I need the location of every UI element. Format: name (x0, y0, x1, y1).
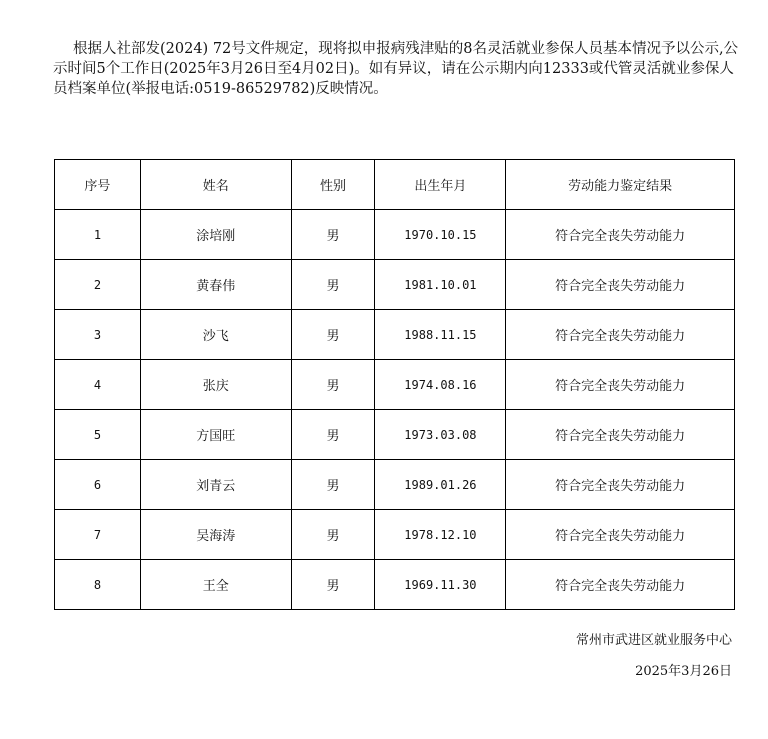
cell-name: 王全 (140, 560, 291, 610)
cell-index: 2 (55, 260, 141, 310)
table-row (55, 310, 735, 360)
cell-assessment-result: 符合完全丧失劳动能力 (506, 210, 735, 260)
cell-name: 方国旺 (140, 410, 291, 460)
cell-index: 7 (55, 510, 141, 560)
table-header-row (55, 160, 735, 210)
cell-gender: 男 (291, 260, 375, 310)
cell-index: 8 (55, 560, 141, 610)
table-row (55, 460, 735, 510)
cell-name: 刘青云 (140, 460, 291, 510)
cell-gender: 男 (291, 410, 375, 460)
cell-assessment-result: 符合完全丧失劳动能力 (506, 310, 735, 360)
issue-date: 2025年3月26日 (635, 664, 732, 679)
header-birthdate: 出生年月 (375, 160, 506, 210)
cell-name: 黄春伟 (140, 260, 291, 310)
cell-birthdate: 1981.10.01 (375, 260, 506, 310)
cell-birthdate: 1978.12.10 (375, 510, 506, 560)
cell-gender: 男 (291, 460, 375, 510)
cell-index: 3 (55, 310, 141, 360)
cell-index: 6 (55, 460, 141, 510)
cell-assessment-result: 符合完全丧失劳动能力 (506, 360, 735, 410)
table-row (55, 510, 735, 560)
table-row (55, 560, 735, 610)
cell-birthdate: 1988.11.15 (375, 310, 506, 360)
cell-name: 沙飞 (140, 310, 291, 360)
cell-index: 1 (55, 210, 141, 260)
table-row (55, 410, 735, 460)
cell-gender: 男 (291, 310, 375, 360)
header-index: 序号 (55, 160, 141, 210)
table-row (55, 260, 735, 310)
cell-gender: 男 (291, 360, 375, 410)
table-row (55, 360, 735, 410)
cell-index: 4 (55, 360, 141, 410)
header-gender: 性别 (291, 160, 375, 210)
cell-name: 吴海涛 (140, 510, 291, 560)
cell-birthdate: 1989.01.26 (375, 460, 506, 510)
cell-assessment-result: 符合完全丧失劳动能力 (506, 410, 735, 460)
cell-gender: 男 (291, 210, 375, 260)
cell-name: 张庆 (140, 360, 291, 410)
roster-table (54, 159, 735, 610)
cell-assessment-result: 符合完全丧失劳动能力 (506, 260, 735, 310)
table-row (55, 210, 735, 260)
cell-assessment-result: 符合完全丧失劳动能力 (506, 560, 735, 610)
header-name: 姓名 (140, 160, 291, 210)
cell-gender: 男 (291, 560, 375, 610)
cell-birthdate: 1969.11.30 (375, 560, 506, 610)
cell-birthdate: 1973.03.08 (375, 410, 506, 460)
notice-paragraph: 根据人社部发(2024) 72号文件规定，现将拟申报病残津贴的8名灵活就业参保人员基本情况予以公示,公示时间5个工作日(2025年3月26日至4月02日)。如有异议，请在公示期内向12333或代管灵活就业参保人员档案单位(举报电话:0519-86529782)反映情况。 (53, 41, 739, 97)
header-assessment-result: 劳动能力鉴定结果 (506, 160, 735, 210)
cell-index: 5 (55, 410, 141, 460)
cell-assessment-result: 符合完全丧失劳动能力 (506, 510, 735, 560)
cell-birthdate: 1974.08.16 (375, 360, 506, 410)
cell-assessment-result: 符合完全丧失劳动能力 (506, 460, 735, 510)
cell-gender: 男 (291, 510, 375, 560)
cell-birthdate: 1970.10.15 (375, 210, 506, 260)
cell-name: 涂培刚 (140, 210, 291, 260)
issuing-organization: 常州市武进区就业服务中心 (575, 633, 732, 648)
